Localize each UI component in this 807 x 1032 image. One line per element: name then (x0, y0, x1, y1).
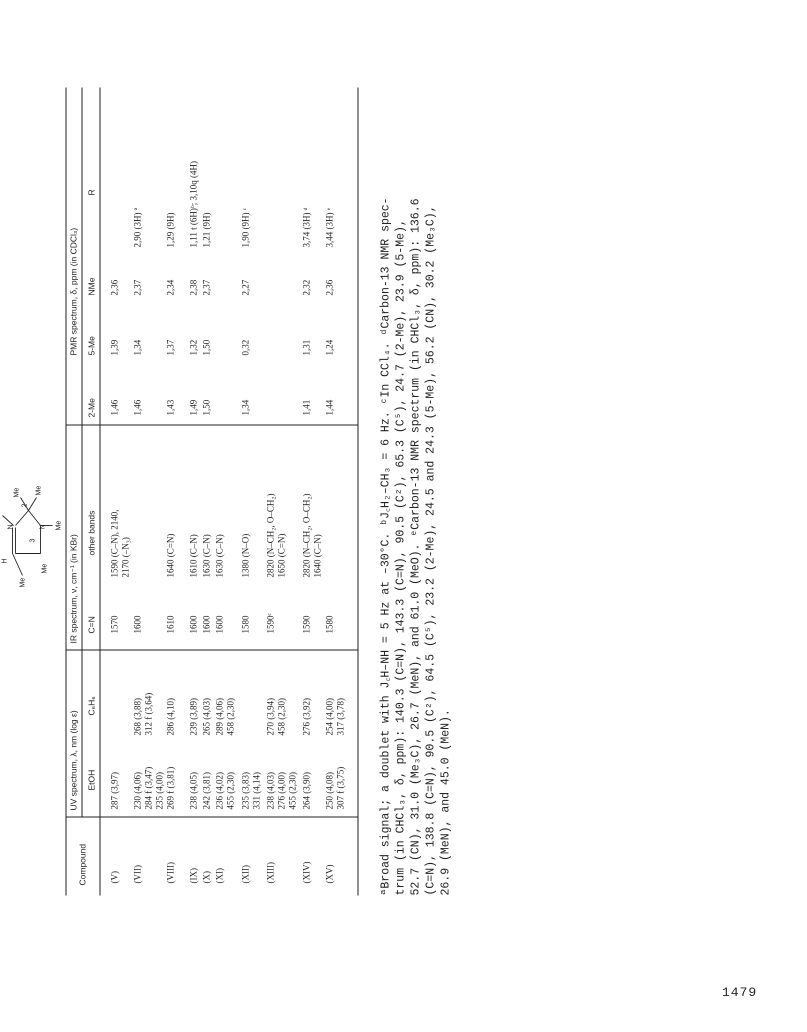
pmr-nme-cell: 2,37 (201, 279, 212, 296)
struct-label-n-upper: N (7, 524, 15, 530)
uv-c6h6-cell: 276 (3,92) (301, 698, 312, 736)
header-ir-other: other bands (86, 510, 97, 556)
pmr-r-cell: 1,90 (9H) ᶜ (240, 207, 251, 248)
uv-etoh-cell: 455 (2,30) (225, 772, 236, 810)
pmr-nme-cell: 2,34 (165, 279, 176, 296)
uv-etoh-cell: 250 (4,08) (324, 772, 335, 810)
uv-c6h6-cell: 270 (3,94) (265, 698, 276, 736)
footnotes (379, 66, 454, 896)
struct-label-n-lower: N (39, 524, 47, 530)
struct-label-pos2: 2 (21, 503, 29, 508)
header-pmr: PMR spectrum, δ, ppm (in CDCl₃) (68, 227, 79, 356)
struct-label-me: Me (19, 577, 27, 588)
pmr-2me-cell: 1,46 (109, 399, 120, 416)
uv-c6h6-cell: 458 (2,30) (276, 698, 287, 736)
pmr-r-cell: 3,44 (3H) ᵉ (324, 207, 335, 248)
compound-cell: (V) (109, 871, 120, 884)
pmr-r-cell: 2,90 (3H) ª (132, 207, 143, 248)
uv-c6h6-cell: 239 (3,89) (188, 698, 199, 736)
chemical-structure (0, 466, 63, 616)
compound-cell: (XII) (240, 865, 251, 884)
header-ir: IR spectrum, ν, cm⁻¹ (in KBr) (68, 534, 79, 644)
compound-cell: (X) (201, 871, 212, 884)
uv-etoh-cell: 287 (3,97) (109, 772, 120, 810)
uv-etoh-cell: 236 (4,02) (214, 772, 225, 810)
uv-c6h6-cell: 317 (3,78) (335, 698, 346, 736)
uv-etoh-cell: 242 (3,81) (201, 772, 212, 810)
ir-cn-cell: 1600 (188, 615, 199, 634)
pmr-2me-cell: 1,44 (324, 399, 335, 416)
pmr-nme-cell: 2,37 (132, 279, 143, 296)
struct-label-me-top-right: Me (13, 487, 21, 498)
header-ir-cn: C=N (86, 616, 97, 634)
rotated-table-page (0, 51, 561, 916)
footnote-line: ªBroad signal; a doublet with J꜀H–NH = 5 Hz at –30°C. ᵇJ꜀H₂–CH₃ = 6 Hz. ᶜIn CCl₄. ᵈCarbon-13 NMR spec- (379, 197, 393, 896)
pmr-r-cell: 3,74 (3H) ᵈ (301, 207, 312, 248)
pmr-r-cell: 1,21 (9H) (201, 212, 212, 248)
header-uv-etoh: EtOH (86, 769, 97, 791)
ir-other-cell: 2820 (N–CH₂, O–CH₂) (265, 493, 276, 578)
struct-label-pos3: 3 (29, 538, 37, 543)
pmr-2me-cell: 1,50 (201, 399, 212, 416)
header-pmr-r: R (86, 189, 97, 196)
pmr-5me-cell: 1,32 (188, 339, 199, 356)
uv-c6h6-cell: 268 (3,88) (132, 698, 143, 736)
pmr-5me-cell: 1,34 (132, 339, 143, 356)
pmr-2me-cell: 1,46 (132, 399, 143, 416)
ir-other-cell: 1610 (C–N) (188, 534, 199, 578)
ir-other-cell: 1640 (C=N) (165, 533, 176, 578)
pmr-5me-cell: 1,37 (165, 339, 176, 356)
uv-etoh-cell: 269 f (3,81) (165, 766, 176, 810)
compound-cell: (VIII) (165, 862, 176, 884)
pmr-nme-cell: 2,27 (240, 279, 251, 296)
uv-etoh-cell: 455 (2,30) (287, 772, 298, 810)
pmr-2me-cell: 1,41 (301, 399, 312, 416)
pmr-nme-cell: 2,36 (324, 279, 335, 296)
pmr-r-cell: 1,11 t (6H)ᵇ; 3,10q (4H) (188, 161, 199, 248)
uv-c6h6-cell: 286 (4,10) (165, 698, 176, 736)
struct-label-o (0, 510, 1, 516)
struct-label-me-lower-left: Me (41, 563, 49, 574)
footnote-line: (C=N), 138.8 (C=N), 90.5 (C²), 64.5 (C⁵), 23.2 (2-Me), 24.5 and 24.3 (5-Me), 56.2 (CN), 30.2 (Me₃C), (424, 205, 438, 896)
compound-cell: (XV) (324, 864, 335, 884)
pmr-5me-cell: 1,39 (109, 339, 120, 356)
header-pmr-2me: 2-Me (86, 398, 97, 418)
ir-cn-cell: 1580 (240, 615, 251, 634)
pmr-nme-cell: 2,36 (109, 279, 120, 296)
uv-etoh-cell: 238 (4,03) (265, 772, 276, 810)
uv-c6h6-cell: 254 (4,00) (324, 698, 335, 736)
uv-etoh-cell: 276 (4,00) (276, 772, 287, 810)
ir-cn-cell: 1580 (324, 615, 335, 634)
struct-label-me-bottom: Me (55, 520, 63, 531)
pmr-nme-cell: 2,32 (301, 279, 312, 296)
compound-cell: (IX) (188, 868, 199, 884)
uv-etoh-cell: 230 (4,06) (132, 772, 143, 810)
ir-cn-cell: 1600 (214, 615, 225, 634)
uv-etoh-cell: 264 (3,90) (301, 772, 312, 810)
pmr-2me-cell: 1,34 (240, 399, 251, 416)
ir-other-cell: 1590 (C–N), 2140, (109, 509, 120, 578)
struct-label-me-right: Me (35, 485, 43, 496)
ir-other-cell: 1640 (C–N) (312, 534, 323, 578)
uv-c6h6-cell: 289 (4,06) (214, 698, 225, 736)
pmr-5me-cell: 1,50 (201, 339, 212, 356)
uv-etoh-cell: 235 (4,00) (154, 772, 165, 810)
ir-cn-cell: 1590ᶜ (265, 613, 276, 634)
uv-etoh-cell: 238 (4,05) (188, 772, 199, 810)
footnote-line: 52.7 (CN), 31.0 (Me₃C), 26.7 (MeN), and 61.0 (MeO). ᵉCarbon-13 NMR spectrum (in CHCl₃, δ, ppm): 136.6 (409, 198, 423, 896)
compound-cell: (XIII) (265, 862, 276, 884)
uv-c6h6-cell: 458 (2,30) (225, 698, 236, 736)
footnote-line: 26.9 (MeN), and 45.0 (MeN). (439, 709, 453, 896)
ir-other-cell: 2170 (–N₃) (120, 537, 131, 578)
uv-etoh-cell: 331 (4,14) (251, 772, 262, 810)
page-number: 1479 (722, 985, 758, 1000)
ir-cn-cell: 1610 (165, 615, 176, 634)
ir-cn-cell: 1600 (132, 615, 143, 634)
ir-other-cell: 2820 (N–CH₂, O–CH₂) (301, 493, 312, 578)
ir-other-cell: 1650 (C=N) (276, 533, 287, 578)
pmr-5me-cell: 1,31 (301, 339, 312, 356)
header-compound: Compound (77, 843, 88, 886)
pmr-r-cell: 1,29 (9H) (165, 212, 176, 248)
pmr-2me-cell: 1,49 (188, 399, 199, 416)
header-pmr-nme: NMe (86, 277, 97, 296)
compound-cell: (XI) (214, 868, 225, 884)
pmr-2me-cell: 1,43 (165, 399, 176, 416)
ir-cn-cell: 1600 (201, 615, 212, 634)
header-pmr-5me: 5-Me (86, 336, 97, 356)
footnote-line: trum (in CHCl₃, δ, ppm): 140.3 (C=N), 143.3 (C=N), 90.5 (C²), 65.3 (C⁵), 24.7 (2-Me), 23.9 (5-Me), (394, 219, 408, 896)
header-uv: UV spectrum, λ, nm (log ε) (68, 710, 79, 811)
pmr-5me-cell: 0,32 (240, 339, 251, 356)
ir-cn-cell: 1570 (109, 615, 120, 634)
uv-etoh-cell: 235 (3,83) (240, 772, 251, 810)
pmr-nme-cell: 2,38 (188, 279, 199, 296)
compound-cell: (XIV) (301, 861, 312, 884)
ir-other-cell: 1380 (N–O) (240, 533, 251, 578)
uv-c6h6-cell: 312 f (3,64) (143, 692, 154, 736)
uv-etoh-cell: 307 f (3,75) (335, 766, 346, 810)
uv-etoh-cell: 284 f (3,47) (143, 766, 154, 810)
ir-other-cell: 1630 (C–N) (214, 534, 225, 578)
compound-cell: (VII) (132, 865, 143, 884)
uv-c6h6-cell: 265 (4,03) (201, 698, 212, 736)
ir-other-cell: 1630 (C–N) (201, 534, 212, 578)
pmr-5me-cell: 1,24 (324, 339, 335, 356)
ir-cn-cell: 1590 (301, 615, 312, 634)
struct-label-h: H (1, 558, 9, 564)
header-uv-c6h6: C₆H₆ (86, 696, 97, 716)
